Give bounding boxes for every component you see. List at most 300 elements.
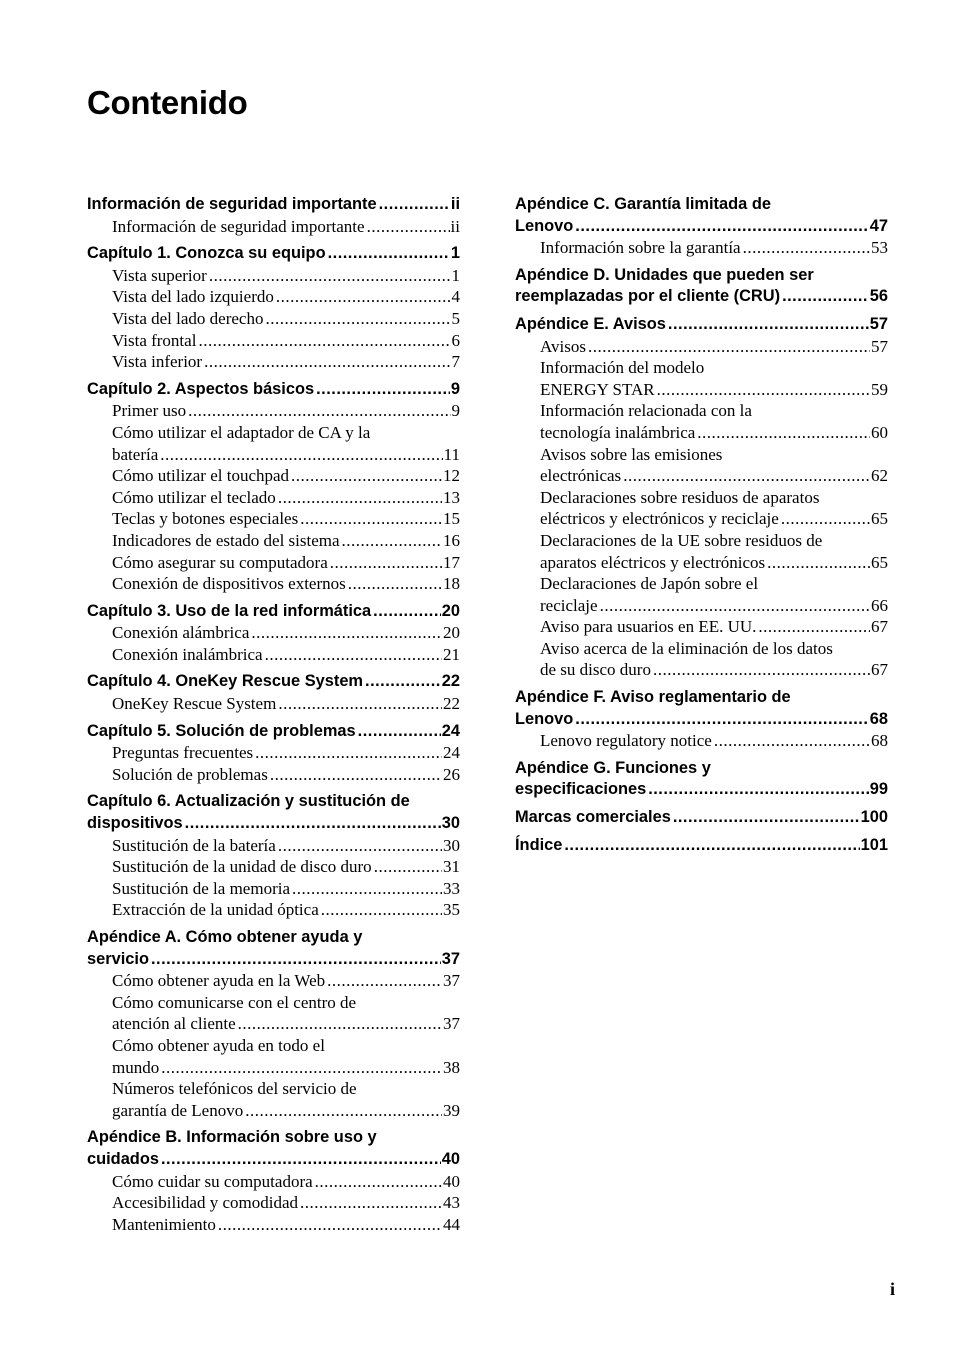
toc-subentry-label: Avisos	[540, 336, 586, 356]
dot-leader	[188, 400, 450, 422]
dot-leader	[328, 243, 450, 265]
toc-heading[interactable]	[87, 791, 460, 834]
toc-heading-page: 20	[441, 601, 460, 620]
dot-leader	[358, 721, 441, 743]
toc-subentry-label: Vista superior	[112, 265, 207, 285]
toc-heading-page: 68	[869, 709, 888, 728]
toc-subentry-label: Teclas y botones especiales	[112, 509, 299, 529]
toc-subentry-page: 21	[443, 644, 460, 664]
toc-subentry-line	[540, 237, 888, 259]
toc-subentry[interactable]	[87, 644, 460, 666]
toc-subentry[interactable]	[87, 351, 460, 373]
toc-subentry-label: Aviso para usuarios en EE. UU.	[540, 617, 757, 637]
toc-subentry-page: 9	[451, 401, 460, 421]
toc-subentry[interactable]	[87, 1171, 460, 1193]
toc-subentry-line	[112, 970, 460, 992]
toc-subentry-label: Cómo asegurar su computadora	[112, 552, 328, 572]
toc-heading-line	[515, 709, 888, 731]
toc-section	[515, 758, 888, 801]
dot-leader	[270, 764, 442, 786]
toc-subentry-label: Mantenimiento	[112, 1214, 216, 1234]
toc-section	[515, 194, 888, 259]
toc-heading-label: Capítulo 6. Actualización y sustitución de	[87, 792, 410, 811]
toc-subentry[interactable]	[87, 835, 460, 857]
dot-leader	[209, 265, 451, 287]
toc-subentry[interactable]	[515, 487, 888, 530]
toc-heading-label: Capítulo 5. Solución de problemas	[87, 721, 356, 740]
dot-leader	[342, 530, 442, 552]
dot-leader	[278, 693, 442, 715]
toc-subentry-page: 53	[871, 238, 888, 258]
toc-heading[interactable]	[515, 687, 888, 730]
toc-subentry[interactable]	[87, 764, 460, 786]
toc-heading-label: cuidados	[87, 1149, 159, 1168]
toc-subentry[interactable]	[87, 878, 460, 900]
toc-subentry-label: Vista frontal	[112, 330, 197, 350]
toc-heading-page: 9	[450, 379, 460, 398]
toc-subentry-line	[540, 508, 888, 530]
toc-subentry-label: mundo	[112, 1057, 160, 1077]
toc-heading-line	[87, 194, 460, 216]
dot-leader	[648, 779, 869, 801]
toc-subentry[interactable]	[515, 357, 888, 400]
toc-subentry-line	[112, 508, 460, 530]
toc-subentry-label: aparatos eléctricos y electrónicos	[540, 552, 766, 572]
toc-heading[interactable]	[87, 601, 460, 623]
dot-leader	[600, 595, 870, 617]
toc-subentry-label: batería	[112, 444, 159, 464]
toc-subentry-line	[112, 1013, 460, 1035]
toc-subentry[interactable]	[515, 444, 888, 487]
toc-heading-label: Apéndice D. Unidades que pueden ser	[515, 265, 814, 284]
toc-heading-label: Lenovo	[515, 216, 574, 235]
toc-subentry[interactable]	[87, 400, 460, 422]
dot-leader	[588, 336, 870, 358]
toc-subentry-line	[112, 265, 460, 287]
toc-subentry-line	[112, 899, 460, 921]
toc-subentry-label: Vista del lado derecho	[112, 308, 264, 328]
toc-subentry-label: eléctricos y electrónicos y reciclaje	[540, 509, 779, 529]
toc-heading-label: Información de seguridad importante	[87, 195, 377, 213]
toc-subentry[interactable]	[515, 400, 888, 443]
dot-leader	[697, 422, 870, 444]
toc-heading-page: 22	[441, 672, 460, 691]
toc-subentry[interactable]	[87, 308, 460, 330]
toc-subentry-line	[112, 835, 460, 857]
toc-heading[interactable]	[87, 379, 460, 401]
dot-leader	[316, 379, 450, 401]
toc-subentry[interactable]	[87, 573, 460, 595]
toc-heading[interactable]	[87, 927, 460, 970]
toc-subentry-label: Conexión inalámbrica	[112, 644, 263, 664]
toc-subentry-label: Cómo utilizar el touchpad	[112, 466, 290, 486]
toc-subentry-label: Cómo obtener ayuda en la Web	[112, 971, 326, 991]
dot-leader	[365, 671, 441, 693]
toc-subentry-page: 6	[451, 330, 460, 350]
toc-subentry-line	[112, 487, 460, 509]
toc-subentry-page: 68	[871, 731, 888, 751]
page-number: i	[890, 1279, 896, 1299]
toc-heading-label: Capítulo 1. Conozca su equipo	[87, 244, 326, 263]
toc-subentry-line	[112, 444, 460, 466]
toc-subentry-line	[112, 742, 460, 764]
dot-leader	[330, 552, 442, 574]
toc-subentry-page: 67	[871, 660, 888, 680]
toc-heading-label: Apéndice B. Información sobre uso y	[87, 1128, 377, 1147]
dot-leader	[714, 730, 870, 752]
toc-subentry-page: 20	[443, 623, 460, 643]
toc-section	[87, 721, 460, 786]
toc-subentry-page: 66	[871, 595, 888, 615]
toc-heading-line	[87, 1149, 460, 1171]
toc-subentry[interactable]	[87, 465, 460, 487]
toc-subentry-page: 38	[443, 1057, 460, 1077]
toc-subentry[interactable]	[87, 992, 460, 1035]
toc-heading[interactable]	[87, 1127, 460, 1170]
toc-section	[515, 807, 888, 829]
dot-leader	[300, 1192, 442, 1214]
toc-subentry-label: Información relacionada con la	[540, 401, 752, 421]
toc-subentry[interactable]	[515, 638, 888, 681]
toc-subentry[interactable]	[87, 742, 460, 764]
toc-subentry-label: Vista del lado izquierdo	[112, 287, 274, 307]
toc-heading-label: servicio	[87, 949, 149, 968]
dot-leader	[668, 314, 869, 336]
toc-subentry-label: Conexión alámbrica	[112, 623, 250, 643]
dot-leader	[321, 899, 442, 921]
toc-subentry-page: 15	[443, 509, 460, 529]
toc-heading-page: ii	[450, 195, 460, 213]
toc-subentry[interactable]	[515, 730, 888, 752]
toc-subentry-label: Números telefónicos del servicio de	[112, 1079, 357, 1099]
toc-subentry-page: 33	[443, 878, 460, 898]
toc-section	[515, 265, 888, 308]
toc-heading[interactable]	[87, 243, 460, 265]
toc-subentry[interactable]	[87, 216, 460, 238]
toc-subentry[interactable]	[87, 1192, 460, 1214]
toc-subentry-line	[540, 659, 888, 681]
toc-subentry-page: 57	[871, 336, 888, 356]
toc-subentry-label: atención al cliente	[112, 1014, 236, 1034]
toc-subentry[interactable]	[87, 1078, 460, 1121]
toc-heading-line	[87, 601, 460, 623]
toc-subentry[interactable]	[87, 330, 460, 352]
toc-subentry-label: Información del modelo	[540, 358, 705, 378]
toc-left-column	[87, 194, 460, 1241]
toc-subentry-line	[540, 595, 888, 617]
toc-subentry[interactable]	[515, 336, 888, 358]
toc-section	[87, 1127, 460, 1235]
toc-subentry-label: Avisos sobre las emisiones	[540, 444, 723, 464]
toc-subentry-page: 37	[443, 1014, 460, 1034]
toc-subentry-label: electrónicas	[540, 466, 622, 486]
toc-subentry-page: 30	[443, 835, 460, 855]
toc-subentry-page: 5	[451, 308, 460, 328]
toc-section	[87, 791, 460, 921]
toc-heading-label: Capítulo 2. Aspectos básicos	[87, 379, 315, 398]
toc-subentry-label: Información de seguridad importante	[112, 216, 365, 236]
toc-subentry-line	[112, 216, 460, 238]
toc-subentry-page: 40	[443, 1171, 460, 1191]
toc-heading-label: Capítulo 4. OneKey Rescue System	[87, 672, 364, 691]
toc-subentry[interactable]	[87, 1214, 460, 1236]
toc-subentry-line	[112, 693, 460, 715]
toc-subentry-line	[112, 1100, 460, 1122]
toc-subentry-line	[540, 616, 888, 638]
toc-heading-label: Apéndice A. Cómo obtener ayuda y	[87, 928, 363, 946]
dot-leader	[276, 286, 451, 308]
toc-section	[87, 379, 460, 595]
toc-subentry-label: reciclaje	[540, 595, 598, 615]
toc-section	[87, 601, 460, 666]
toc-subentry-page: 24	[443, 743, 460, 763]
toc-subentry-label: Extracción de la unidad óptica	[112, 900, 319, 920]
toc-subentry-label: Cómo utilizar el teclado	[112, 487, 276, 507]
toc-subentry-line	[540, 379, 888, 401]
toc-subentry-page: 7	[451, 352, 460, 372]
toc-heading-line	[87, 949, 460, 971]
toc-subentry-label: Sustitución de la memoria	[112, 878, 290, 898]
toc-subentry-label: Vista inferior	[112, 352, 203, 372]
toc-heading-line	[515, 807, 888, 829]
toc-subentry[interactable]	[87, 970, 460, 992]
toc-subentry[interactable]	[87, 265, 460, 287]
toc-heading-line	[515, 314, 888, 336]
toc-heading-label: Índice	[515, 835, 563, 854]
toc-heading[interactable]	[515, 314, 888, 336]
toc-subentry[interactable]	[87, 530, 460, 552]
toc-subentry-page: 65	[871, 509, 888, 529]
toc-subentry-line	[112, 308, 460, 330]
toc-subentry-label: Cómo obtener ayuda en todo el	[112, 1035, 325, 1055]
toc-subentry-line	[112, 552, 460, 574]
toc-subentry-line	[112, 878, 460, 900]
toc-subentry-page: 13	[443, 487, 460, 507]
toc-heading-label: Lenovo	[515, 709, 574, 728]
toc-heading-label: Apéndice C. Garantía limitada de	[515, 195, 771, 213]
toc-heading-page: 47	[869, 216, 888, 235]
dot-leader	[160, 444, 442, 466]
toc-subentry-page: 35	[443, 900, 460, 920]
toc-subentry-label: Primer uso	[112, 401, 187, 421]
toc-subentry[interactable]	[515, 616, 888, 638]
toc-subentry-label: ENERGY STAR	[540, 379, 655, 399]
toc-subentry-page: 31	[443, 857, 460, 877]
toc-heading-line	[515, 835, 888, 857]
toc-heading-page: 24	[441, 721, 460, 740]
toc-subentry-label: Información sobre la garantía	[540, 238, 741, 258]
toc-subentry-page: 44	[443, 1214, 460, 1234]
toc-subentry-label: Solución de problemas	[112, 764, 268, 784]
toc-heading-label: Apéndice F. Aviso reglamentario de	[515, 688, 791, 707]
toc-subentry-page: 12	[443, 466, 460, 486]
toc-subentry-line	[112, 1057, 460, 1079]
dot-leader	[653, 659, 870, 681]
toc-heading-line	[515, 779, 888, 801]
toc-subentry[interactable]	[515, 573, 888, 616]
toc-subentry-line	[112, 530, 460, 552]
dot-leader	[374, 856, 442, 878]
toc-subentry[interactable]	[87, 422, 460, 465]
toc-section	[87, 927, 460, 1121]
toc-section	[515, 314, 888, 681]
toc-subentry-page: 1	[451, 265, 460, 285]
toc-subentry-page: ii	[450, 216, 460, 236]
toc-heading-page: 99	[869, 780, 888, 799]
toc-subentry-label: Aviso acerca de la eliminación de los datos	[540, 638, 833, 658]
toc-heading[interactable]	[515, 835, 888, 857]
dot-leader	[781, 508, 870, 530]
toc-subentry-page: 59	[871, 379, 888, 399]
toc-subentry-label: Sustitución de la batería	[112, 835, 276, 855]
toc-heading-label: Capítulo 3. Uso de la red informática	[87, 601, 372, 620]
toc-heading-label: Apéndice E. Avisos	[515, 314, 666, 333]
toc-subentry-line	[112, 573, 460, 595]
dot-leader	[673, 807, 860, 829]
toc-heading[interactable]	[515, 265, 888, 308]
toc-subentry-line	[112, 1214, 460, 1236]
dot-leader	[278, 487, 442, 509]
toc-right-column	[515, 194, 888, 862]
toc-subentry-label: Indicadores de estado del sistema	[112, 530, 340, 550]
toc-subentry[interactable]	[87, 622, 460, 644]
dot-leader	[185, 813, 441, 835]
dot-leader	[623, 465, 870, 487]
toc-section	[87, 194, 460, 237]
toc-subentry-page: 11	[443, 444, 460, 464]
toc-subentry-label: Declaraciones sobre residuos de aparatos	[540, 487, 820, 507]
dot-leader	[265, 308, 450, 330]
toc-subentry-label: Conexión de dispositivos externos	[112, 574, 346, 594]
dot-leader	[575, 709, 868, 731]
dot-leader	[758, 616, 870, 638]
toc-heading-line	[515, 216, 888, 238]
toc-subentry[interactable]	[87, 286, 460, 308]
toc-subentry-page: 4	[451, 287, 460, 307]
dot-leader	[292, 878, 442, 900]
dot-leader	[767, 552, 870, 574]
toc-subentry-line	[540, 422, 888, 444]
toc-subentry-line	[112, 400, 460, 422]
toc-subentry-page: 62	[871, 466, 888, 486]
dot-leader	[255, 742, 442, 764]
toc-subentry[interactable]	[87, 552, 460, 574]
toc-subentry-label: Preguntas frecuentes	[112, 743, 254, 763]
toc-subentry-line	[112, 622, 460, 644]
dot-leader	[204, 351, 450, 373]
dot-leader	[198, 330, 450, 352]
toc-subentry-page: 17	[443, 552, 460, 572]
toc-subentry-label: Declaraciones de la UE sobre residuos de	[540, 530, 823, 550]
toc-subentry[interactable]	[87, 899, 460, 921]
toc-subentry-line	[540, 552, 888, 574]
toc-subentry-line	[112, 764, 460, 786]
toc-heading-label: Apéndice G. Funciones y	[515, 758, 711, 777]
dot-leader	[291, 465, 442, 487]
toc-subentry-label: Cómo comunicarse con el centro de	[112, 992, 357, 1012]
dot-leader	[151, 949, 441, 971]
toc-heading[interactable]	[515, 194, 888, 237]
toc-heading-page: 40	[441, 1149, 460, 1168]
toc-heading-line	[87, 671, 460, 693]
toc-heading[interactable]	[87, 194, 460, 216]
toc-subentry-page: 43	[443, 1193, 460, 1213]
dot-leader	[218, 1214, 442, 1236]
dot-leader	[367, 216, 450, 238]
toc-subentry-page: 37	[443, 971, 460, 991]
toc-subentry-label: de su disco duro	[540, 660, 651, 680]
dot-leader	[161, 1057, 442, 1079]
page-title: Contenido	[87, 84, 248, 121]
toc-subentry-page: 65	[871, 552, 888, 572]
toc-subentry-line	[112, 644, 460, 666]
toc-subentry-label: tecnología inalámbrica	[540, 422, 696, 442]
toc-subentry-line	[112, 1171, 460, 1193]
toc-subentry-label: Cómo cuidar su computadora	[112, 1171, 313, 1191]
toc-heading[interactable]	[515, 807, 888, 829]
toc-subentry[interactable]	[87, 693, 460, 715]
dot-leader	[251, 622, 442, 644]
dot-leader	[373, 601, 441, 623]
toc-heading-page: 1	[450, 244, 460, 263]
toc-subentry-label: Declaraciones de Japón sobre el	[540, 574, 759, 594]
dot-leader	[379, 194, 450, 216]
toc-heading-label: Marcas comerciales	[515, 808, 671, 827]
toc-heading[interactable]	[87, 721, 460, 743]
toc-subentry-line	[540, 465, 888, 487]
toc-heading-line	[87, 379, 460, 401]
toc-subentry-page: 18	[443, 574, 460, 594]
toc-subentry-line	[112, 330, 460, 352]
toc-subentry-page: 16	[443, 530, 460, 550]
toc-heading-page: 101	[860, 835, 888, 854]
toc-heading-label: dispositivos	[87, 814, 183, 833]
toc-heading-line	[87, 721, 460, 743]
toc-section	[515, 835, 888, 857]
toc-subentry-line	[112, 286, 460, 308]
toc-heading[interactable]	[87, 671, 460, 693]
toc-subentry[interactable]	[87, 487, 460, 509]
dot-leader	[575, 216, 868, 238]
dot-leader	[161, 1149, 441, 1171]
dot-leader	[315, 1171, 442, 1193]
dot-leader	[782, 286, 869, 308]
toc-subentry[interactable]	[87, 508, 460, 530]
toc-subentry[interactable]	[515, 237, 888, 259]
toc-subentry-label: Accesibilidad y comodidad	[112, 1193, 299, 1213]
toc-subentry-label: Lenovo regulatory notice	[540, 731, 712, 751]
toc-heading[interactable]	[515, 758, 888, 801]
toc-section	[515, 687, 888, 752]
toc-subentry[interactable]	[515, 530, 888, 573]
toc-heading-label: especificaciones	[515, 780, 647, 799]
toc-subentry-page: 22	[443, 694, 460, 714]
toc-subentry-label: OneKey Rescue System	[112, 694, 277, 714]
toc-heading-page: 37	[441, 949, 460, 968]
dot-leader	[265, 644, 442, 666]
dot-leader	[327, 970, 442, 992]
toc-heading-line	[87, 243, 460, 265]
dot-leader	[657, 379, 870, 401]
toc-subentry-page: 67	[871, 617, 888, 637]
toc-subentry[interactable]	[87, 856, 460, 878]
toc-subentry-page: 26	[443, 764, 460, 784]
dot-leader	[238, 1013, 442, 1035]
toc-subentry-page: 60	[871, 422, 888, 442]
toc-subentry[interactable]	[87, 1035, 460, 1078]
dot-leader	[564, 835, 859, 857]
toc-section	[87, 243, 460, 373]
